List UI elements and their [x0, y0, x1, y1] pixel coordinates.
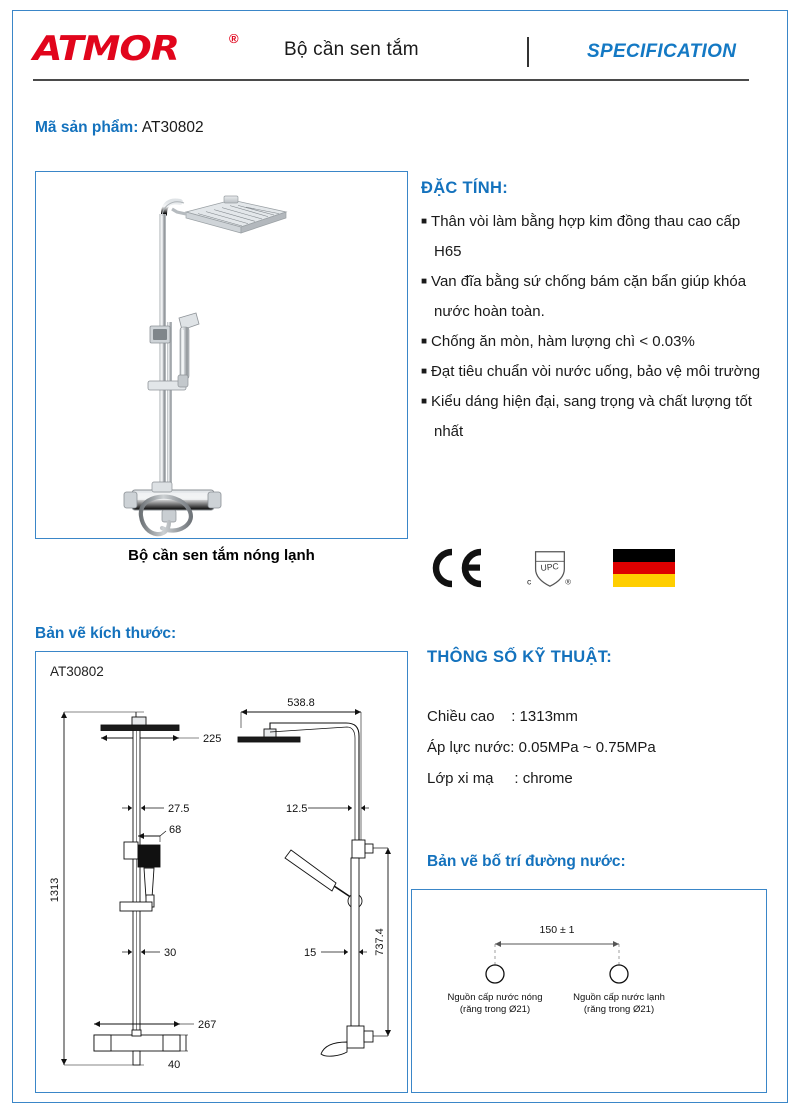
hot-label-line2: (răng trong Ø21): [459, 1004, 531, 1015]
list-item: [421, 207, 766, 267]
product-code-label: Mã sản phẩm:: [35, 119, 139, 136]
wall-bracket: [150, 326, 170, 343]
handheld-shower: [179, 313, 199, 379]
dim-head-width: 225: [203, 733, 222, 745]
product-photo-box: [35, 171, 408, 539]
feature-text: Chống ăn mòn, hàm lượng chì < 0.03%: [431, 333, 695, 350]
certification-marks: [427, 545, 675, 591]
specification-sheet: [12, 10, 788, 1103]
dim-base-width: 267: [198, 1019, 217, 1031]
list-item: [421, 387, 766, 447]
svg-text:c: c: [526, 576, 532, 587]
drawing-code: AT30802: [50, 664, 104, 679]
features-title: ĐẶC TÍNH:: [421, 179, 509, 197]
product-code: [35, 119, 204, 137]
germany-flag-icon: [613, 549, 675, 587]
product-title: Bộ cần sen tắm: [284, 39, 419, 60]
dim-reach: 538.8: [287, 697, 315, 709]
technical-drawing: [36, 690, 407, 1090]
dim-height: 1313: [49, 877, 61, 903]
feature-text: Thân vòi làm bằng hợp kim đồng thau cao cấp H65: [431, 213, 741, 260]
svg-text:UPC: UPC: [540, 561, 560, 573]
bullet-icon: ■: [421, 366, 428, 377]
bullet-icon: ■: [421, 396, 428, 407]
list-item: [421, 267, 766, 327]
dim-mixer-width: 68: [169, 824, 182, 836]
dim-pipe-depth: 12.5: [286, 803, 308, 815]
spec-row: Áp lực nước: 0.05MPa ~ 0.75MPa: [427, 739, 656, 756]
hot-label-line1: Nguồn cấp nước nóng: [447, 992, 543, 1003]
plumbing-diagram: [412, 890, 766, 1092]
shower-set-photo: [36, 172, 407, 538]
cold-label-line1: Nguồn cấp nước lạnh: [573, 992, 665, 1003]
header-rule: [33, 79, 749, 81]
dim-pipe-upper: 27.5: [168, 803, 190, 815]
header-divider: [527, 37, 529, 67]
features-list: [421, 207, 766, 447]
list-item: [421, 327, 766, 357]
dim-rail-depth: 15: [304, 947, 317, 959]
rain-shower-head: [186, 200, 286, 233]
upc-mark-icon: [521, 545, 577, 591]
bullet-icon: ■: [421, 216, 428, 227]
registered-trademark-icon: ®: [229, 31, 239, 46]
feature-text: Van đĩa bằng sứ chống bám cặn bẩn giúp khóa nước hoàn toàn.: [431, 273, 747, 320]
bullet-icon: ■: [421, 276, 428, 287]
page-header: [13, 11, 787, 83]
feature-text: Kiểu dáng hiện đại, sang trọng và chất lượng tốt nhất: [431, 393, 752, 440]
specification-label: SPECIFICATION: [587, 41, 737, 62]
plumb-spacing: 150 ± 1: [539, 924, 575, 936]
tech-specs-list: [427, 701, 767, 794]
svg-text:®: ®: [565, 577, 571, 587]
spec-row: Chiều cao : 1313mm: [427, 708, 578, 725]
spec-row: Lớp xi mạ : chrome: [427, 770, 573, 787]
product-code-value: AT30802: [141, 119, 204, 136]
plumbing-layout-box: [411, 889, 767, 1093]
dimension-drawing-box: [35, 651, 408, 1093]
tech-specs-title: THÔNG SỐ KỸ THUẬT:: [427, 648, 613, 666]
feature-text: Đạt tiêu chuẩn vòi nước uống, bảo vệ môi trường: [431, 363, 761, 380]
bullet-icon: ■: [421, 336, 428, 347]
photo-caption: Bộ cần sen tắm nóng lạnh: [128, 547, 315, 564]
ce-mark-icon: [427, 546, 485, 590]
dim-base-depth: 40: [168, 1059, 181, 1071]
dim-mixer-height: 737.4: [374, 928, 386, 956]
plumbing-layout-heading: Bản vẽ bố trí đường nước:: [427, 853, 626, 870]
atmor-logo: ATMOR: [33, 29, 179, 69]
list-item: [421, 357, 766, 387]
dim-rail-width: 30: [164, 947, 177, 959]
cold-label-line2: (răng trong Ø21): [583, 1004, 655, 1015]
dimension-drawing-heading: Bản vẽ kích thước:: [35, 625, 177, 642]
